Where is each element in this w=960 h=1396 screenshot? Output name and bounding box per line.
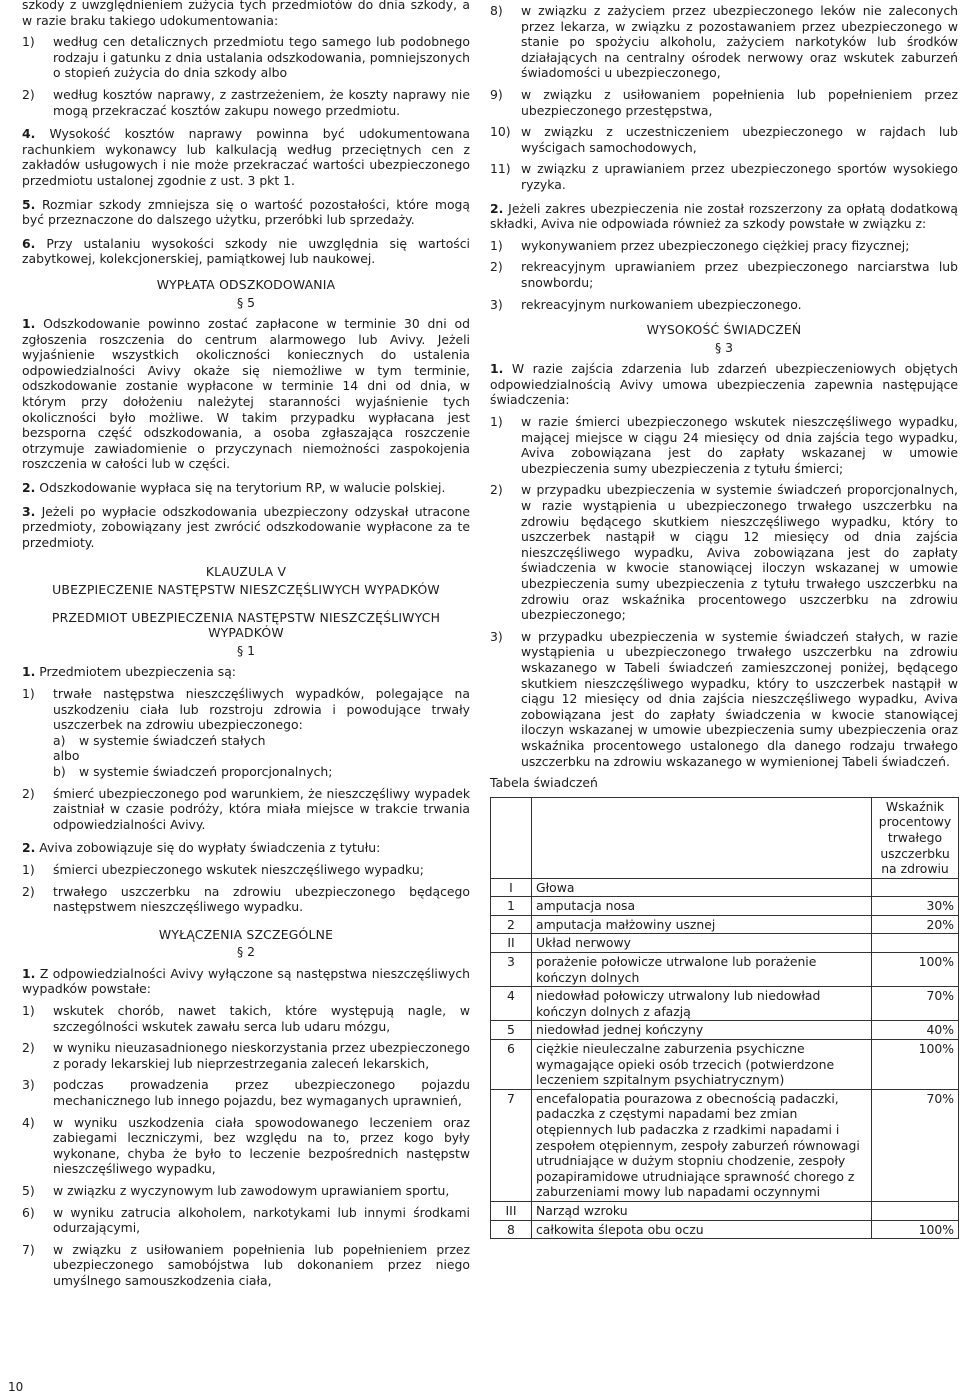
list-text: trwałe następstwa nieszczęśliwych wypadków, polegające na uszkodzeniu ciała lub rozstroju zdrowia i powodujące trwały uszczerbek na zdrowiu ubezpieczonego: <box>53 685 470 733</box>
x1-list <box>22 1003 470 1289</box>
paragraph-k1 <box>22 664 470 680</box>
list-item <box>22 1115 470 1177</box>
paragraph-text: Jeżeli po wypłacie odszkodowania ubezpieczony odzyskał utracone przedmioty, zobowiązany jest zwrócić odszkodowanie wypłacone za te przedmioty. <box>22 503 470 550</box>
list-label: 2) <box>490 482 503 498</box>
list-item <box>22 1077 470 1108</box>
paragraph-w2 <box>22 480 470 496</box>
list-text: według kosztów naprawy, z zastrzeżeniem, że koszty naprawy nie mogą przekraczać kosztów zakupu nowego przedmiotu. <box>53 86 470 118</box>
table-group-row <box>491 1201 959 1220</box>
list-text: śmierć ubezpieczonego pod warunkiem, że nieszczęśliwy wypadek zaistniał w czasie podróży, która miała miejsce w trakcie trwania odpowiedzialności Avivy. <box>53 785 470 832</box>
list-label: 1) <box>22 861 35 877</box>
heading-przedmiot: PRZEDMIOT UBEZPIECZENIA NASTĘPSTW NIESZCZĘŚLIWYCH WYPADKÓW <box>51 609 441 641</box>
list-label: b) <box>53 763 66 779</box>
heading-wyplata: WYPŁATA ODSZKODOWANIA <box>156 276 336 292</box>
row-number-cell: 2 <box>491 915 532 934</box>
list-label: 6) <box>22 1204 35 1220</box>
intro-list <box>22 34 470 118</box>
paragraph-number: 2. <box>22 840 36 856</box>
list-label: a) <box>53 732 66 748</box>
page-number: 10 <box>8 1380 24 1394</box>
list-item <box>22 1183 470 1199</box>
list-label: 8) <box>490 3 503 18</box>
list-item <box>490 3 958 81</box>
row-name-cell: encefalopatia pourazowa z obecnością padaczki, padaczka z częstymi napadami bez zmian otępiennych lub padaczka z rzadkimi napadami i zespołem otępiennym, zespoły zaburzeń równowagi utrudniające w dużym stopniu chodzenie, zespoły pozapiramidowe utrudniające sprawność chorego z zaburzeniami mowy lub napadami oczynnymi <box>532 1089 872 1201</box>
list-label: 2) <box>22 883 35 899</box>
section-number-1: § 1 <box>236 642 256 658</box>
paragraph-text: Odszkodowanie powinno zostać zapłacone w terminie 30 dni od zgłoszenia roszczenia do centrum alarmowego lub Avivy. Jeżeli wyjaśnienie wszystkich okoliczności koniecznych do ustalenia odpowiedzialności Avivy okaże się niemożliwe w tym terminie, odszkodowanie zostanie wypłacone w terminie 14 dni od dnia, w którym przy dołożeniu należytej staranności wyjaśnienie tych okoliczności było możliwe. W takim przypadku wypłacana jest bezsporna część odszkodowania, a osoba zgłaszająca roszczenie otrzymuje zawiadomienie o przyczynach niemożności zaspokojenia roszczenia w całości lub w części. <box>22 316 470 472</box>
heading-klauzula: KLAUZULA V <box>205 564 287 580</box>
table-row <box>491 953 959 987</box>
list-item <box>490 161 958 192</box>
heading-wylaczenia: WYŁĄCZENIA SZCZEGÓLNE <box>158 926 334 942</box>
list-label: 2) <box>22 1040 35 1056</box>
paragraph-number: 2. <box>22 480 36 496</box>
row-number-cell: 4 <box>491 987 532 1021</box>
s1-list <box>490 414 958 769</box>
list-text: w systemie świadczeń stałych <box>79 732 266 748</box>
list-item <box>22 884 470 915</box>
heading-wysokosc: WYSOKOŚĆ ŚWIADCZEŃ <box>646 322 802 338</box>
list-label: 1) <box>490 414 503 430</box>
list-label: 3) <box>22 1077 35 1093</box>
row-value-cell: 70% <box>872 1089 959 1201</box>
list-text: wykonywaniem przez ubezpieczonego ciężkiej pracy fizycznej; <box>521 237 910 253</box>
paragraph-text: Aviva zobowiązuje się do wypłaty świadczenia z tytułu: <box>39 840 381 856</box>
list-text: śmierci ubezpieczonego wskutek nieszczęśliwego wypadku; <box>53 861 424 877</box>
list-label: 2) <box>490 259 503 275</box>
list-item <box>22 87 470 118</box>
list-item <box>22 1242 470 1289</box>
list-text: według cen detalicznych przedmiotu tego samego lub podobnego rodzaju i gatunku z dnia ustalania odszkodowania, pomniejszonych o stopień zużycia do dnia szkody albo <box>53 34 470 81</box>
list-label: 1) <box>22 1003 35 1019</box>
list-label: 11) <box>490 161 511 177</box>
paragraph-text: Jeżeli zakres ubezpieczenia nie został rozszerzony za opłatą dodatkową składki, Aviva nie odpowiada również za szkody powstałe w związku z: <box>490 200 958 232</box>
list-label: 9) <box>490 86 503 102</box>
x1-list-continued <box>490 3 958 193</box>
row-name-cell: niedowład połowiczy utrwalony lub niedowład kończyn dolnych z afazją <box>532 987 872 1021</box>
list-text: wskutek chorób, nawet takich, które występują nagle, w szczególności wskutek zawału serca lub udaru mózgu, <box>53 1003 470 1034</box>
row-value-cell: 100% <box>872 1220 959 1239</box>
paragraph-text: Przedmiotem ubezpieczenia są: <box>39 664 236 680</box>
row-name-cell: porażenie połowicze utrwalone lub porażenie kończyn dolnych <box>532 953 872 987</box>
list-item <box>22 686 470 780</box>
list-label: 5) <box>22 1183 35 1198</box>
list-label: 7) <box>22 1241 35 1257</box>
section-number-5: § 5 <box>236 294 256 310</box>
table-row <box>491 1089 959 1201</box>
list-label: 1) <box>22 685 35 701</box>
table-row <box>491 915 959 934</box>
table-group-row <box>491 878 959 897</box>
list-item <box>490 297 958 313</box>
left-column <box>22 0 470 1289</box>
row-name-cell: Głowa <box>532 878 872 897</box>
paragraph-number: 1. <box>22 664 36 680</box>
row-value-cell: 20% <box>872 915 959 934</box>
row-name-cell: całkowita ślepota obu oczu <box>532 1220 872 1239</box>
table-header-cell: Wskaźnik procentowy trwałego uszczerbku na zdrowiu <box>872 797 959 878</box>
row-value-cell: 100% <box>872 953 959 987</box>
table-row <box>491 897 959 916</box>
list-item <box>22 1205 470 1236</box>
k2-list <box>22 862 470 915</box>
list-item <box>22 34 470 81</box>
right-column <box>490 0 958 1239</box>
list-text: rekreacyjnym nurkowaniem ubezpieczonego. <box>521 296 802 312</box>
list-text: w systemie świadczeń proporcjonalnych; <box>79 763 333 779</box>
table-row <box>491 1021 959 1040</box>
table-row <box>491 987 959 1021</box>
table-group-row <box>491 934 959 953</box>
row-value-cell: 40% <box>872 1021 959 1040</box>
list-text: rekreacyjnym uprawianiem przez ubezpieczonego narciarstwa lub snowbordu; <box>521 259 958 290</box>
paragraph-x1 <box>22 966 470 997</box>
section-number-2: § 2 <box>236 944 256 960</box>
list-text: w przypadku ubezpieczenia w systemie świadczeń proporcjonalnych, w razie wystąpienia u ubezpieczonego trwałego uszczerbku na zdrowiu będącego skutkiem nieszczęśliwego wypadku, który to uszczerbek nastąpił w ciągu 12 miesięcy od dnia zajścia nieszczęśliwego wypadku, Aviva zobowiązana jest do zapłaty świadczenia w kwocie stanowiącej iloczyn wskazanej w umowie ubezpieczenia sumy ubezpieczenia z tytułu trwałego uszczerbku na zdrowiu oraz wskaźnika procentowego uszczerbku na zdrowiu ubezpieczonego; <box>521 482 958 623</box>
row-value-cell <box>872 934 959 953</box>
paragraph-x2 <box>490 201 958 232</box>
list-label: 2) <box>22 86 35 102</box>
alternative-text: albo <box>53 748 80 764</box>
list-text: w razie śmierci ubezpieczonego wskutek nieszczęśliwego wypadku, mającej miejsce w ciągu 24 miesięcy od dnia zajścia tego wypadku, Aviva zobowiązana jest do zapłaty wskazanej w umowie ubezpieczenia sumy ubezpieczenia z tytułu śmierci; <box>521 414 958 476</box>
row-value-cell: 30% <box>872 897 959 916</box>
row-value-cell: 70% <box>872 987 959 1021</box>
benefits-table <box>490 797 959 1239</box>
list-text: w związku z usiłowaniem popełnienia lub popełnieniem przez ubezpieczonego samobójstwa lub dokonaniem przez niego umyślnego samouszkodzenia ciała, <box>53 1241 470 1288</box>
list-item <box>490 87 958 118</box>
list-text: w związku z zażyciem przez ubezpieczonego leków nie zaleconych przez lekarza, w związku z pozostawaniem przez ubezpieczonego w stanie po spożyciu alkoholu, zażyciem narkotyków lub środków działających na centralny ośrodek nerwowy oraz wskutek zaburzeń świadomości u ubezpieczonego, <box>521 3 958 81</box>
list-label: 3) <box>490 296 503 312</box>
row-number-cell: 1 <box>491 897 532 916</box>
paragraph-4 <box>22 126 470 188</box>
list-text: w związku z uprawianiem przez ubezpieczonego sportów wysokiego ryzyka. <box>521 161 958 192</box>
table-header-row <box>491 797 959 878</box>
row-number-cell: 7 <box>491 1089 532 1201</box>
row-name-cell: Narząd wzroku <box>532 1201 872 1220</box>
list-text: w wyniku nieuzasadnionego nieskorzystania przez ubezpieczonego z porady lekarskiej lub nieprzestrzegania zaleceń lekarskich, <box>53 1040 470 1071</box>
paragraph-number: 3. <box>22 503 36 519</box>
row-name-cell: amputacja małżowiny usznej <box>532 915 872 934</box>
paragraph-text: Rozmiar szkody zmniejsza się o wartość pozostałości, które mogą być przeznaczone do dalszego użytku, przeróbki lub sprzedaży. <box>22 196 470 228</box>
list-item <box>490 482 958 622</box>
row-number-cell: III <box>491 1201 532 1220</box>
row-name-cell: Układ nerwowy <box>532 934 872 953</box>
list-text: w wyniku zatrucia alkoholem, narkotykami lub innymi środkami odurzającymi, <box>53 1204 470 1236</box>
row-number-cell: 5 <box>491 1021 532 1040</box>
paragraph-number: 6. <box>22 235 36 251</box>
x2-list <box>490 238 958 312</box>
paragraph-6 <box>22 236 470 267</box>
paragraph-number: 1. <box>490 361 504 377</box>
list-text: w związku z usiłowaniem popełnienia lub popełnieniem przez ubezpieczonego przestępstwa, <box>521 86 958 118</box>
paragraph-text: Odszkodowanie wypłaca się na terytorium RP, w walucie polskiej. <box>39 480 446 496</box>
row-number-cell: 6 <box>491 1040 532 1090</box>
list-item <box>22 862 470 878</box>
table-row <box>491 1040 959 1090</box>
list-label: 10) <box>490 124 511 140</box>
list-text: w związku z wyczynowym lub zawodowym uprawianiem sportu, <box>53 1183 450 1198</box>
table-caption: Tabela świadczeń <box>490 775 598 791</box>
row-name-cell: ciężkie nieuleczalne zaburzenia psychiczne wymagające opieki osób trzecich (potwierdzone leczeniem szpitalnym psychiatrycznym) <box>532 1040 872 1090</box>
list-item <box>22 1040 470 1071</box>
row-value-cell <box>872 878 959 897</box>
list-label: 1) <box>22 34 35 50</box>
list-label: 2) <box>22 785 35 801</box>
intro-text: szkody z uwzględnieniem zużycia tych przedmiotów do dnia szkody, a w razie braku takiego udokumentowania: <box>22 0 470 28</box>
sub-item <box>53 733 470 749</box>
paragraph-text: Wysokość kosztów naprawy powinna być udokumentowana rachunkiem wykonawcy lub kalkulacją według przeciętnych cen z zakładów usługowych i nie może przekraczać wartości ubezpieczonego przedmiotu ustalonej zgodnie z ust. 3 pkt 1. <box>22 126 470 188</box>
list-item <box>490 124 958 155</box>
list-text: podczas prowadzenia przez ubezpieczonego pojazdu mechanicznego lub innego pojazdu, bez wymaganych uprawnień, <box>53 1077 470 1109</box>
row-number-cell: I <box>491 878 532 897</box>
paragraph-number: 1. <box>22 316 36 332</box>
sub-item <box>53 764 470 780</box>
list-label: 4) <box>22 1114 35 1130</box>
paragraph-s1 <box>490 361 958 408</box>
list-text: w związku z uczestniczeniem ubezpieczonego w rajdach lub wyścigach samochodowych, <box>521 124 958 155</box>
list-text: w wyniku uszkodzenia ciała spowodowanego leczeniem oraz zabiegami leczniczymi, bez względu na to, przez kogo były wykonane, chyba że było to leczenie bezpośrednich następstw nieszczęśliwego wypadku, <box>53 1114 470 1177</box>
list-label: 1) <box>490 237 503 253</box>
table-row <box>491 1220 959 1239</box>
row-name-cell: amputacja nosa <box>532 897 872 916</box>
list-item <box>490 414 958 476</box>
paragraph-text: Z odpowiedzialności Avivy wyłączone są następstwa nieszczęśliwych wypadków powstałe: <box>22 965 470 997</box>
list-label: 3) <box>490 628 503 644</box>
paragraph-w1 <box>22 316 470 472</box>
row-number-cell: 3 <box>491 953 532 987</box>
row-number-cell: II <box>491 934 532 953</box>
paragraph-w3 <box>22 504 470 551</box>
list-item <box>490 629 958 769</box>
paragraph-text: W razie zajścia zdarzenia lub zdarzeń ubezpieczeniowych objętych odpowiedzialnością Avivy umowa ubezpieczenia zapewnia następujące świadczenia: <box>490 361 958 408</box>
paragraph-number: 1. <box>22 965 36 981</box>
row-name-cell: niedowład jednej kończyny <box>532 1021 872 1040</box>
section-number-3: § 3 <box>714 339 734 355</box>
list-item <box>490 238 958 254</box>
row-value-cell: 100% <box>872 1040 959 1090</box>
row-value-cell <box>872 1201 959 1220</box>
paragraph-number: 5. <box>22 196 36 212</box>
paragraph-number: 4. <box>22 126 36 142</box>
list-text: trwałego uszczerbku na zdrowiu ubezpieczonego będącego następstwem nieszczęśliwego wypadku. <box>53 883 470 915</box>
paragraph-k2 <box>22 840 470 856</box>
paragraph-text: Przy ustalaniu wysokości szkody nie uwzględnia się wartości zabytkowej, kolekcjonerskiej, pamiątkowej lub naukowej. <box>22 235 470 267</box>
paragraph-number: 2. <box>490 200 504 216</box>
list-text: w przypadku ubezpieczenia w systemie świadczeń stałych, w razie wystąpienia u ubezpieczonego trwałego uszczerbku na zdrowiu wskazanego w Tabeli świadczeń zamieszczonej poniżej, będącego skutkiem nieszczęśliwego wypadku, który to uszczerbek nastąpił w ciągu 12 miesięcy od dnia zajścia nieszczęśliwego wypadku, Aviva zobowiązana jest do zapłaty świadczenia w kwocie stanowiącej iloczyn wskazanej w umowie ubezpieczenia sumy ubezpieczenia oraz wskaźnika procentowego ustalonego dla danego rodzaju trwałego uszczerbku na zdrowiu wskazanego w wymienionej Tabeli świadczeń. <box>521 628 958 769</box>
row-number-cell: 8 <box>491 1220 532 1239</box>
heading-ubezpieczenie: UBEZPIECZENIE NASTĘPSTW NIESZCZĘŚLIWYCH WYPADKÓW <box>52 582 440 597</box>
list-item <box>22 786 470 833</box>
paragraph-5 <box>22 197 470 228</box>
list-item <box>490 259 958 290</box>
list-item <box>22 1003 470 1034</box>
